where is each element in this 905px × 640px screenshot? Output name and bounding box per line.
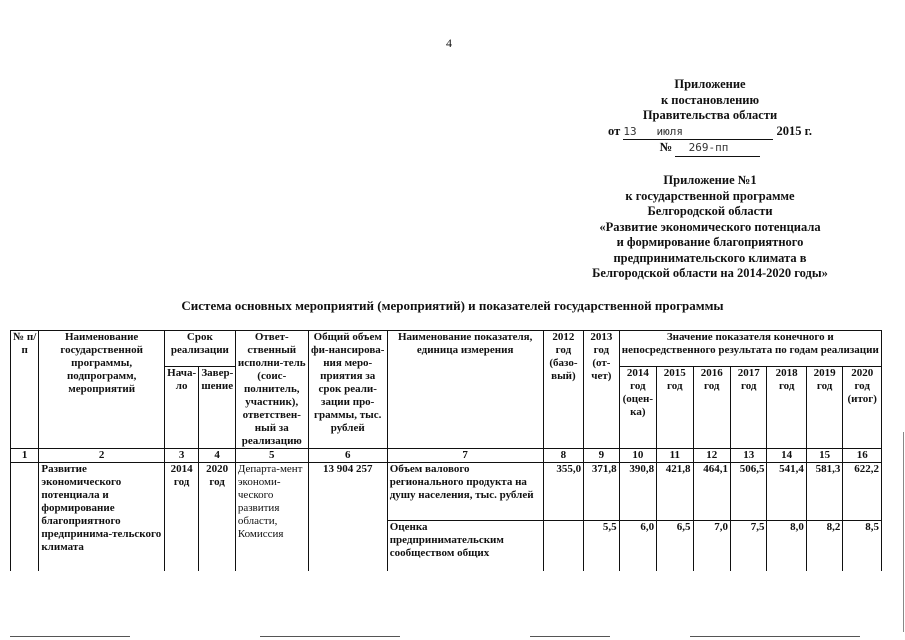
decree-number	[545, 140, 875, 157]
row-start: 2014 год	[164, 463, 198, 571]
page-number: 4	[446, 36, 452, 50]
column-number: 12	[693, 449, 730, 463]
col-header-no: № п/п	[11, 331, 39, 449]
indicator-value: 506,5	[730, 463, 766, 521]
indicator-value: 355,0	[543, 463, 584, 521]
col-header-2012: 2012 год (базо-вый)	[543, 331, 584, 449]
scan-artifact-line	[690, 636, 860, 637]
indicator-value: 7,5	[730, 521, 766, 571]
indicator-value: 622,2	[843, 463, 882, 521]
indicator-name: Оценка предпринимательским сообществом общих	[387, 521, 543, 571]
row-name: Развитие экономического потенциала и формирование благоприятного предпринима-тельского климата	[39, 463, 165, 571]
indicator-name: Объем валового регионального продукта на душу населения, тыс. рублей	[387, 463, 543, 521]
col-header-2020: 2020 год (итог)	[843, 367, 882, 449]
col-header-2019: 2019 год	[806, 367, 842, 449]
column-number: 15	[806, 449, 842, 463]
measures-table	[10, 330, 882, 571]
date-day: 13	[623, 124, 637, 138]
date-month: июля	[656, 124, 683, 138]
decree-date	[545, 124, 875, 141]
number-prefix: №	[659, 140, 673, 154]
column-number-row	[11, 449, 882, 463]
col-header-responsible: Ответ-ственный исполни-тель (соис-полнитель, участник), ответствен-ный за реализацию	[235, 331, 308, 449]
col-header-name: Наименование государственной программы, подпрограмм, мероприятий	[39, 331, 165, 449]
appendix-line: Правительства области	[642, 108, 778, 122]
row-end: 2020 год	[199, 463, 235, 571]
col-header-indicator: Наименование показателя, единица измерения	[387, 331, 543, 449]
indicator-value	[543, 521, 584, 571]
column-number: 11	[657, 449, 693, 463]
column-number: 13	[730, 449, 766, 463]
table-title: Система основных мероприятий (мероприятий) и показателей государственной программы	[181, 298, 724, 313]
column-number: 14	[767, 449, 806, 463]
indicator-value: 8,5	[843, 521, 882, 571]
column-number: 1	[11, 449, 39, 463]
col-header-total: Общий объем фи-нансирова-ния меро-приятия за срок реали-зации про-граммы, тыс. рублей	[308, 331, 387, 449]
col-header-2015: 2015 год	[657, 367, 693, 449]
col-header-end: Завер-шение	[199, 367, 235, 449]
indicator-value: 8,2	[806, 521, 842, 571]
indicator-value: 371,8	[584, 463, 619, 521]
appendix-1-line: Приложение №1	[663, 173, 757, 187]
scan-artifact-line	[260, 636, 400, 637]
col-header-2016: 2016 год	[693, 367, 730, 449]
indicator-value: 8,0	[767, 521, 806, 571]
col-header-start: Нача-ло	[164, 367, 198, 449]
column-number: 7	[387, 449, 543, 463]
date-handwritten	[623, 124, 773, 141]
indicator-value: 390,8	[619, 463, 656, 521]
appendix-1-line: к государственной программе	[625, 188, 795, 203]
appendix-1-line: предпринимательского климата в	[613, 250, 807, 265]
indicator-value: 5,5	[584, 521, 619, 571]
col-header-2018: 2018 год	[767, 367, 806, 449]
col-header-term: Срок реализации	[164, 331, 235, 367]
row-no	[11, 463, 39, 571]
column-number: 10	[619, 449, 656, 463]
appendix-1-line: и формирование благоприятного	[616, 235, 804, 249]
col-header-values: Значение показателя конечного и непосредственного результата по годам реализации	[619, 331, 881, 367]
number-value: 269-пп	[688, 141, 729, 154]
row-total: 13 904 257	[308, 463, 387, 571]
column-number: 5	[235, 449, 308, 463]
scan-artifact-line	[530, 636, 610, 637]
indicator-value: 581,3	[806, 463, 842, 521]
appendix-1-line: «Развитие экономического потенциала	[599, 219, 821, 234]
column-number: 4	[199, 449, 235, 463]
appendix-line: к постановлению	[660, 92, 760, 107]
column-number: 6	[308, 449, 387, 463]
indicator-value: 6,5	[657, 521, 693, 571]
date-prefix: от	[607, 123, 621, 138]
scan-edge-line	[903, 432, 904, 632]
row-responsible: Департа-мент экономи-ческого развития области, Комиссия	[235, 463, 308, 571]
indicator-value: 7,0	[693, 521, 730, 571]
indicator-value: 541,4	[767, 463, 806, 521]
column-number: 16	[843, 449, 882, 463]
table-row	[11, 463, 882, 521]
appendix-1-line: Белгородской области на 2014-2020 годы»	[592, 266, 828, 280]
appendix-line: Приложение	[674, 77, 746, 91]
column-number: 2	[39, 449, 165, 463]
scan-artifact-line	[10, 636, 130, 637]
column-number: 3	[164, 449, 198, 463]
col-header-2014: 2014 год (оцен-ка)	[619, 367, 656, 449]
appendix-1-header	[545, 173, 875, 282]
appendix-1-line: Белгородской области	[647, 204, 773, 218]
appendix-header	[545, 77, 875, 157]
indicator-value: 464,1	[693, 463, 730, 521]
number-handwritten	[675, 140, 760, 157]
col-header-2013: 2013 год (от-чет)	[584, 331, 619, 449]
col-header-2017: 2017 год	[730, 367, 766, 449]
column-number: 9	[584, 449, 619, 463]
indicator-value: 421,8	[657, 463, 693, 521]
indicator-value: 6,0	[619, 521, 656, 571]
header-row	[11, 331, 882, 367]
date-year: 2015 г.	[776, 123, 812, 138]
column-number: 8	[543, 449, 584, 463]
